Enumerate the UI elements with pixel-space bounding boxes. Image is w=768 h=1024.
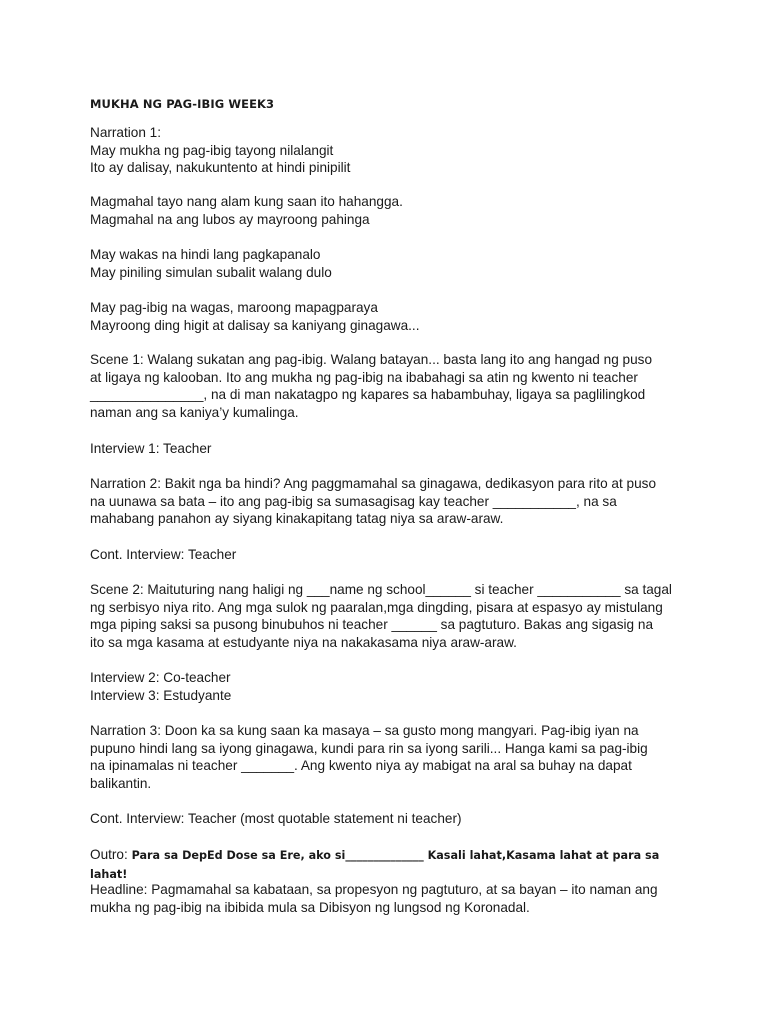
stanza-line: May wakas na hindi lang pagkapanalo	[90, 247, 321, 262]
cont-interview-1-text: Cont. Interview: Teacher	[90, 547, 237, 562]
narration-3-line: Narration 3: Doon ka sa kung saan ka masaya – sa gusto mong mangyari. Pag-ibig iyan na	[90, 723, 639, 738]
cont-interview-2	[90, 810, 680, 828]
narration-1-line: Ito ay dalisay, nakukuntento at hindi pinipilit	[90, 160, 351, 176]
outro-line	[90, 846, 680, 883]
outro	[90, 846, 680, 883]
narration-1-line: May mukha ng pag-ibig tayong nilalangit	[90, 142, 334, 158]
scene-2-line: ng serbisyo niya rito. Ang mga sulok ng paaralan,mga dingding, pisara at espasyo ay mistulang	[90, 599, 663, 615]
document-title: MUKHA NG PAG-IBIG WEEK3	[90, 97, 275, 111]
narration-2	[90, 475, 680, 528]
stanza-line: Magmahal na ang lubos ay mayroong pahinga	[90, 211, 370, 227]
narration-2-line: mahabang panahon ay siyang kinakapitang tatag niya sa araw-araw.	[90, 511, 504, 527]
interview-1-text: Interview 1: Teacher	[90, 441, 212, 456]
narration-3-line: balikantin.	[90, 775, 152, 791]
scene-2-line: Scene 2: Maituturing nang haligi ng ___name ng school______ si teacher ___________ sa tagal	[90, 582, 672, 597]
outro-label: Outro:	[90, 847, 128, 862]
narration-3-line: na ipinamalas ni teacher _______. Ang kwento niya ay mabigat na aral sa buhay na dapat	[90, 758, 632, 774]
cont-interview-2-text: Cont. Interview: Teacher (most quotable statement ni teacher)	[90, 811, 462, 826]
stanza-line: May piniling simulan subalit walang dulo	[90, 264, 332, 280]
stanza-2	[90, 193, 680, 228]
outro-text: Para sa DepEd Dose sa Ere, ako si______________ Kasali lahat,Kasama lahat at para sa lahat!	[90, 849, 660, 881]
scene-2-line: mga piping saksi sa pusong binubuhos ni teacher ______ sa pagtuturo. Bakas ang sigasig na	[90, 617, 654, 633]
scene-2	[90, 581, 680, 651]
narration-2-line: Narration 2: Bakit nga ba hindi? Ang paggmamahal sa ginagawa, dedikasyon para rito at puso	[90, 476, 657, 491]
scene-1-line: at ligaya ng kalooban. Ito ang mukha ng pag-ibig na ibabahagi sa atin ng kwento ni teacher	[90, 369, 638, 385]
interview-1	[90, 440, 680, 458]
narration-1-label: Narration 1:	[90, 125, 162, 140]
scene-1-line: Scene 1: Walang sukatan ang pag-ibig. Walang batayan... basta lang ito ang hangad ng puso	[90, 352, 653, 367]
interview-2-text: Interview 2: Co-teacher	[90, 670, 231, 685]
interview-3-text: Interview 3: Estudyante	[90, 687, 232, 703]
stanza-4	[90, 299, 680, 334]
scene-1	[90, 351, 680, 421]
headline	[90, 881, 680, 916]
stanza-3	[90, 246, 680, 281]
narration-3-line: pupuno hindi lang sa iyong ginagawa, kundi para rin sa iyong sarili... Hanga kami sa pag-ibig	[90, 740, 648, 756]
interviews-2-3	[90, 669, 680, 704]
stanza-line: Mayroong ding higit at dalisay sa kaniyang ginagawa...	[90, 317, 420, 333]
scene-2-line: ito sa mga kasama at estudyante niya na nakakasama niya araw-araw.	[90, 634, 517, 650]
stanza-line: Magmahal tayo nang alam kung saan ito hahangga.	[90, 194, 403, 209]
headline-line: Headline: Pagmamahal sa kabataan, sa propesyon ng pagtuturo, at sa bayan – ito naman ang	[90, 882, 658, 897]
cont-interview-1	[90, 546, 680, 564]
headline-line: mukha ng pag-ibig na ibibida mula sa Dibisyon ng lungsod ng Koronadal.	[90, 899, 530, 915]
scene-1-line: _______________, na di man nakatagpo ng kapares sa habambuhay, ligaya sa paglilingkod	[90, 387, 646, 403]
scene-1-line: naman ang sa kaniya’y kumalinga.	[90, 404, 299, 420]
stanza-line: May pag-ibig na wagas, maroong mapagparaya	[90, 300, 378, 315]
narration-3	[90, 722, 680, 792]
narration-2-line: na uunawa sa bata – ito ang pag-ibig sa sumasagisag kay teacher ___________, na sa	[90, 493, 617, 509]
narration-1	[90, 124, 680, 177]
